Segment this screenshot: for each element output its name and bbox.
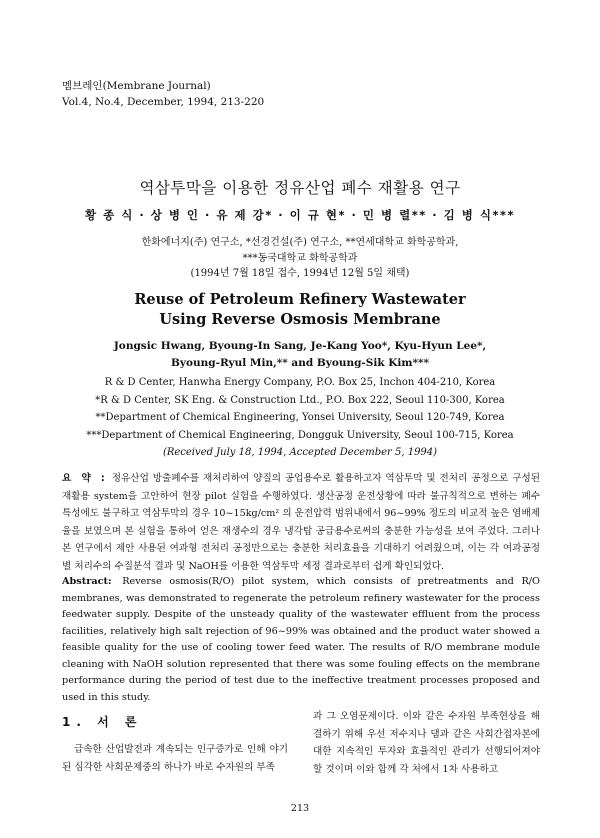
body-paragraph: 급속한 산업발전과 계속되는 인구증가로 인해 야기된 심각한 사회문제중의 하나가 바로 수자원의 부족 [62,744,288,773]
received-accepted-dates: (Received July 18, 1994, Accepted December 5, 1994) [162,447,438,458]
section-heading-introduction: 1. 서 론 [62,715,143,729]
body-column-left [62,741,288,776]
english-affiliation-line: *R & D Center, SK Eng. & Construction Ltd., P.O. Box 222, Seoul 110-300, Korea [95,394,505,406]
english-authors [0,338,600,372]
body-column-right [313,708,540,778]
journal-header [62,78,264,110]
english-abstract [62,574,540,706]
english-authors-line: Byoung-Ryul Min,** and Byoung-Sik Kim*** [171,357,429,369]
korean-title: 역삼투막을 이용한 정유산업 폐수 재활용 연구 [139,179,461,197]
korean-received-dates: (1994년 7월 18일 접수, 1994년 12월 5일 채택) [190,268,410,279]
english-abstract-label: Abstract: [62,576,112,587]
journal-name: 멤브레인(Membrane Journal) [62,80,211,92]
korean-affiliation-line: ***동국대학교 화학공학과 [242,252,358,264]
english-affiliation-line: **Department of Chemical Engineering, Yonsei University, Seoul 120-749, Korea [95,412,505,423]
english-authors-line: Jongsic Hwang, Byoung-In Sang, Je-Kang Yoo*, Kyu-Hyun Lee*, [113,340,487,352]
english-title-line: Using Reverse Osmosis Membrane [159,311,441,328]
korean-authors: 황 종 식 · 상 병 인 · 유 제 강* · 이 규 현* · 민 병 렬** · 김 병 식*** [85,208,515,222]
korean-abstract-text: 정유산업 방출폐수를 재처리하여 양질의 공업용수로 활용하고자 역삼투막 및 전처리 공정으로 구성된 재활용 system을 고안하여 현장 pilot 실험을 수행하였다. 생산공정 운전상황에 따라 불규칙적으로 변하는 폐수 특성에도 불구하고 역삼투막의 경우 10~15kg/cm² 의 운전압력 범위내에서 96~99% 정도의 비교적 높은 염배제율을 보였으며 본 실험을 통하여 얻은 재생수의 경우 냉각탑 공급용수로써의 충분한 가능성을 보여 주었다. 그러나 본 연구에서 제안 사용된 여과형 전처리 공정만으로는 충분한 처리효율을 기대하기 어려웠으며, 이는 각 여과공정별 처리수의 수질분석 결과 및 NaOH를 이용한 역삼투막 세정 결과로부터 쉽게 확인되었다. [62,473,541,572]
english-affiliation-line: R & D Center, Hanwha Energy Company, P.O. Box 25, Inchon 404-210, Korea [104,377,496,388]
korean-affiliations [0,235,600,282]
body-paragraph: 과 그 오염문제이다. 이와 같은 수자원 부족현상을 해결하기 위해 우선 저수지나 댐과 같은 사회간접자본에 대한 지속적인 투자와 효율적인 관리가 선행되어져야 할 것이며 이와 함께 각 처에서 1차 사용하고 [313,711,540,775]
english-affiliation-line: ***Department of Chemical Engineering, Dongguk University, Seoul 100-715, Korea [86,429,514,441]
korean-abstract-label: 요 약 : [62,473,108,484]
korean-abstract [62,470,540,575]
english-title-line: Reuse of Petroleum Refinery Wastewater [134,291,466,308]
journal-volume-info: Vol.4, No.4, December, 1994, 213-220 [62,96,265,108]
english-title [0,290,600,330]
english-abstract-text: Reverse osmosis(R/O) pilot system, which consists of pretreatments and R/O membranes, was demonstrated to regenerate the petroleum refinery wastewater for the process feedwater supply. Despite of the unsteady quality of the wastewater effluent from the process facilities, relatively high salt rejection of 96~99% was obtained and the product water showed a feasible quality for the use of cooling tower feed water. The results of R/O membrane module cleaning with NaOH solution represented that there was some fouling effects on the membrane performance during the period of test due to the ineffective treatment processes proposed and used in this study. [62,576,540,703]
korean-affiliation-line: 한화에너지(주) 연구소, *선경건설(주) 연구소, **연세대학교 화학공학과, [141,237,459,248]
english-affiliations [0,374,600,462]
page-number: 213 [290,803,310,814]
